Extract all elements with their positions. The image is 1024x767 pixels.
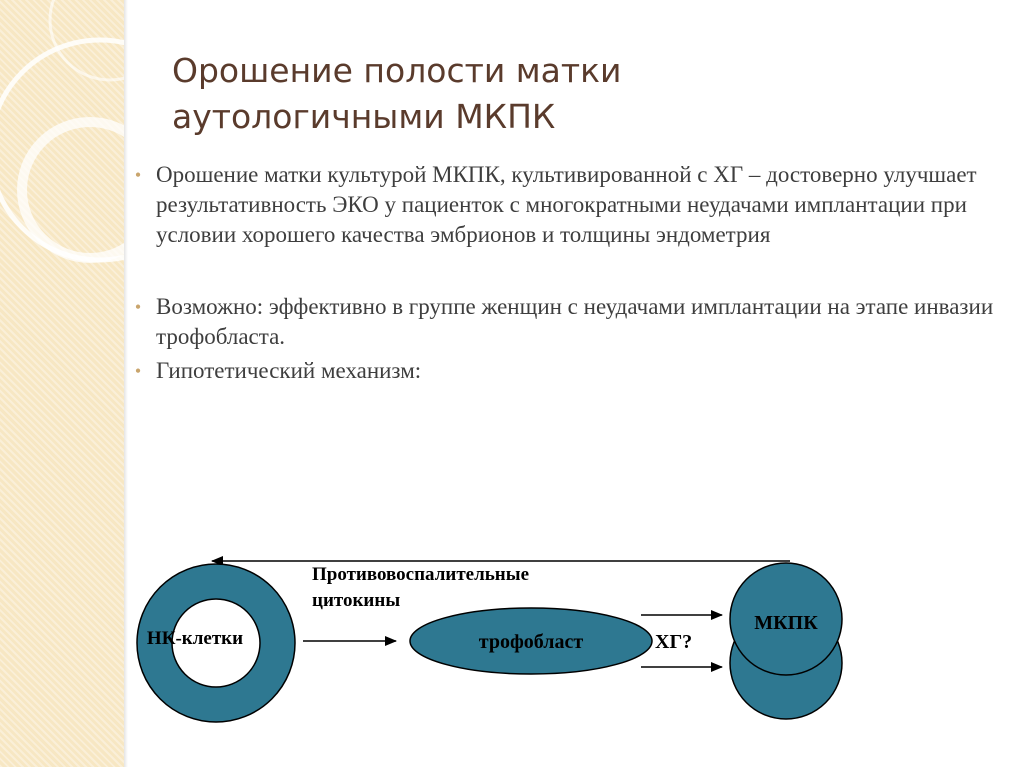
cytokines-label-line-2: цитокины	[312, 590, 401, 611]
bullet-item	[128, 160, 998, 250]
bullet-text: Возможно: эффективно в группе женщин с неудачами имплантации на этапе инвазии трофобласта.	[156, 294, 994, 349]
bullet-marker-icon: •	[134, 361, 142, 381]
mechanism-diagram	[0, 540, 1024, 767]
mkpk-label: МКПК	[754, 612, 818, 634]
slide-title-line-2: аутологичными МКПК	[172, 97, 556, 136]
hg-label: ХГ?	[655, 631, 693, 653]
bullet-list	[128, 160, 998, 386]
bullet-text: Орошение матки культурой МКПК, культивированной с ХГ – достоверно улучшает результативность ЭКО у пациенток с многократными неудачами имплантации при условии хорошего качества эмбрионов и толщины эндометрия	[156, 162, 977, 247]
cytokines-label-line-1: Противовоспалительные	[312, 564, 530, 585]
bullet-text: Гипотетический механизм:	[156, 358, 422, 383]
bullet-marker-icon: •	[134, 297, 142, 317]
trophoblast-label: трофобласт	[478, 631, 584, 653]
bullet-item	[128, 292, 998, 352]
bullet-marker-icon: •	[134, 165, 142, 185]
bullet-item	[128, 356, 998, 386]
nk-cells-label: НК-клетки	[146, 628, 244, 649]
slide-title	[172, 48, 992, 140]
slide-title-line-1: Орошение полости матки	[172, 51, 622, 90]
